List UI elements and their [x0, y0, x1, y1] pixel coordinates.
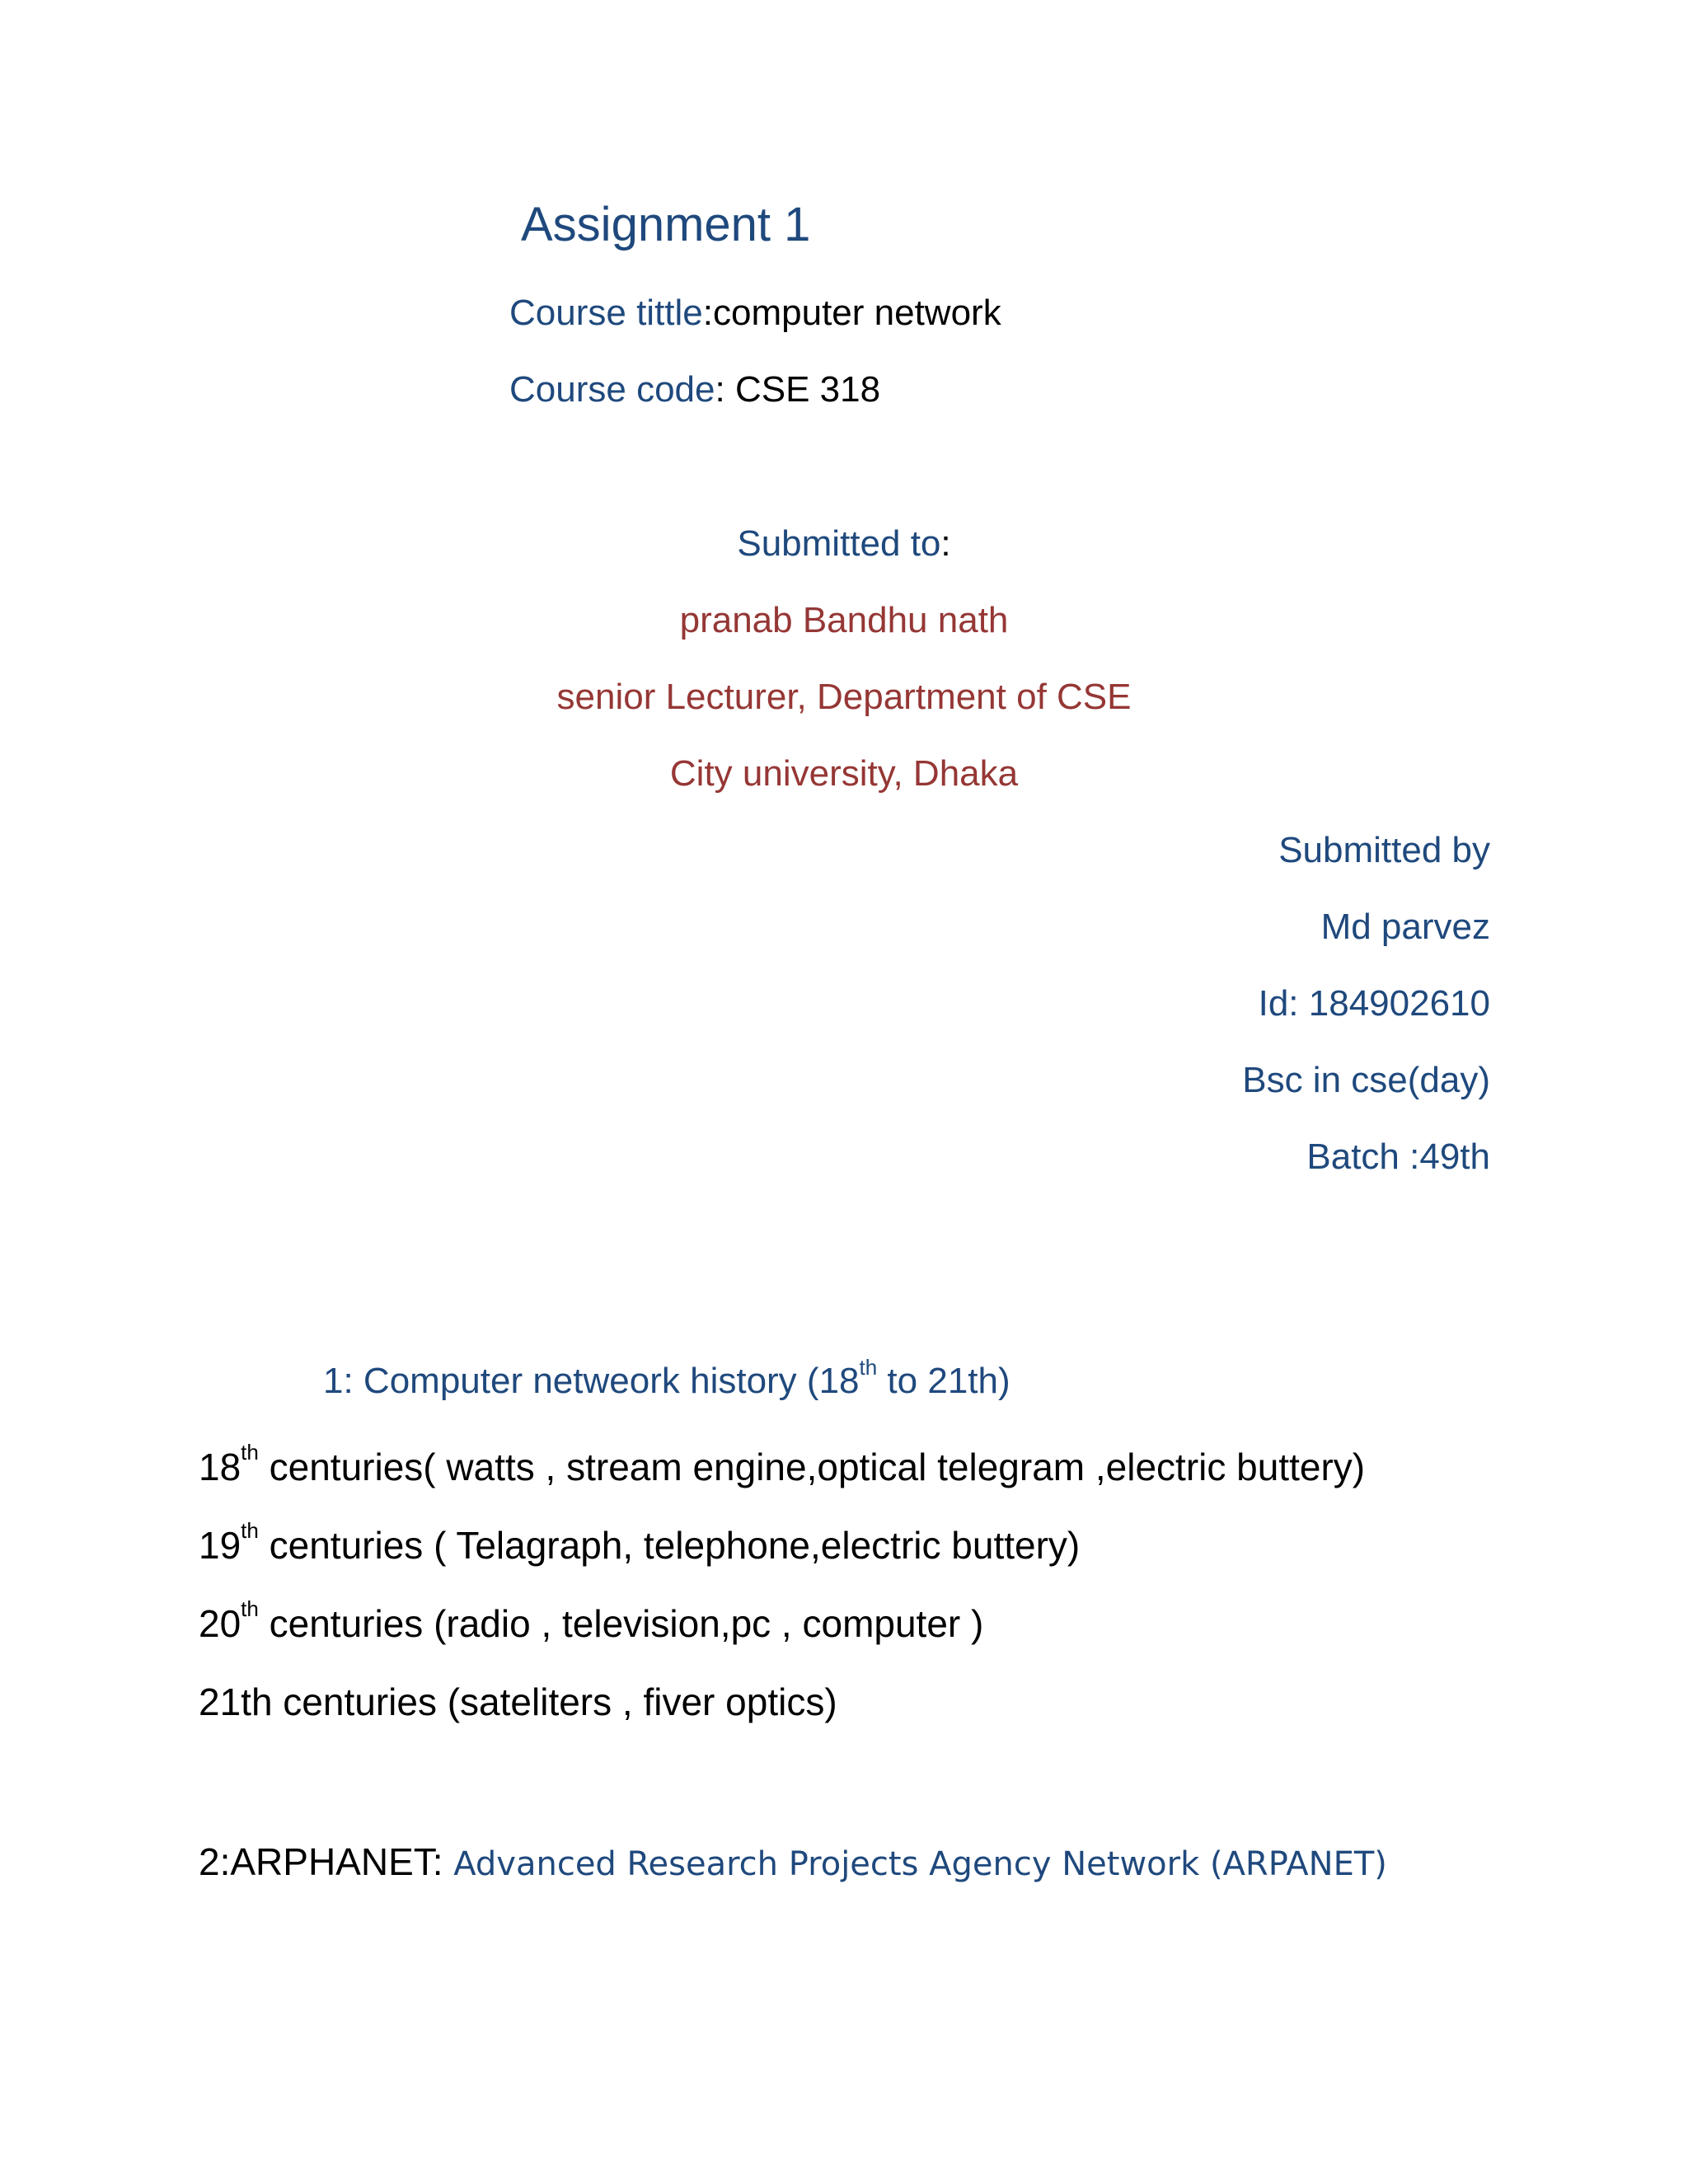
student-batch: Batch :49th	[1306, 1137, 1490, 1177]
history-item-sup: th	[241, 1596, 259, 1621]
history-item-sup: th	[241, 1440, 259, 1465]
history-item-text: centuries( watts , stream engine,optical telegram ,electric buttery)	[258, 1446, 1366, 1488]
course-code-separator: :	[715, 369, 725, 410]
history-item	[199, 1596, 984, 1645]
course-title-separator: :	[702, 293, 713, 333]
history-item-text: centuries ( Telagraph, telephone,electric buttery)	[258, 1524, 1081, 1567]
course-title-label: Course tittle	[509, 293, 703, 333]
history-item-text: centuries (radio , television,pc , computer )	[258, 1602, 984, 1645]
arpanet-line	[199, 1840, 1387, 1883]
history-item-number: 18	[199, 1446, 241, 1488]
submitted-to-separator: :	[940, 523, 951, 564]
history-item-number: 20	[199, 1602, 241, 1645]
arpanet-label: 2:ARPHANET:	[199, 1840, 443, 1883]
history-heading-prefix: 1: Computer netweork history (18	[323, 1361, 860, 1401]
course-code-label: Course code	[509, 369, 715, 410]
history-item-text: centuries (sateliters , fiver optics)	[272, 1680, 837, 1723]
assignment-title: Assignment 1	[521, 198, 811, 251]
course-code-line	[509, 369, 881, 410]
course-title-line	[509, 295, 1001, 331]
history-item-number: 19	[199, 1524, 241, 1567]
submitted-to-label: Submitted to	[737, 523, 941, 564]
course-code-value: CSE 318	[724, 369, 881, 410]
history-heading-suffix: to 21th)	[877, 1361, 1010, 1401]
supervisor-designation: senior Lecturer, Department of CSE	[556, 677, 1132, 717]
course-title-value: computer network	[713, 293, 1001, 333]
history-item	[199, 1518, 1081, 1567]
history-heading	[323, 1355, 1010, 1401]
student-id: Id: 184902610	[1258, 983, 1490, 1024]
history-item	[199, 1680, 837, 1723]
supervisor-institution: City university, Dhaka	[669, 753, 1019, 794]
student-name: Md parvez	[1320, 907, 1490, 947]
submitted-by-label: Submitted by	[1278, 830, 1490, 870]
history-heading-sup: th	[859, 1355, 878, 1380]
history-item-number: 21th	[199, 1680, 273, 1723]
student-program: Bsc in cse(day)	[1242, 1060, 1490, 1100]
supervisor-name: pranab Bandhu nath	[679, 600, 1009, 640]
submitted-to-label-line	[0, 523, 1688, 564]
history-item	[199, 1440, 1366, 1488]
arpanet-full-name: Advanced Research Projects Agency Network (ARPANET)	[443, 1845, 1387, 1883]
history-item-sup: th	[241, 1518, 259, 1543]
